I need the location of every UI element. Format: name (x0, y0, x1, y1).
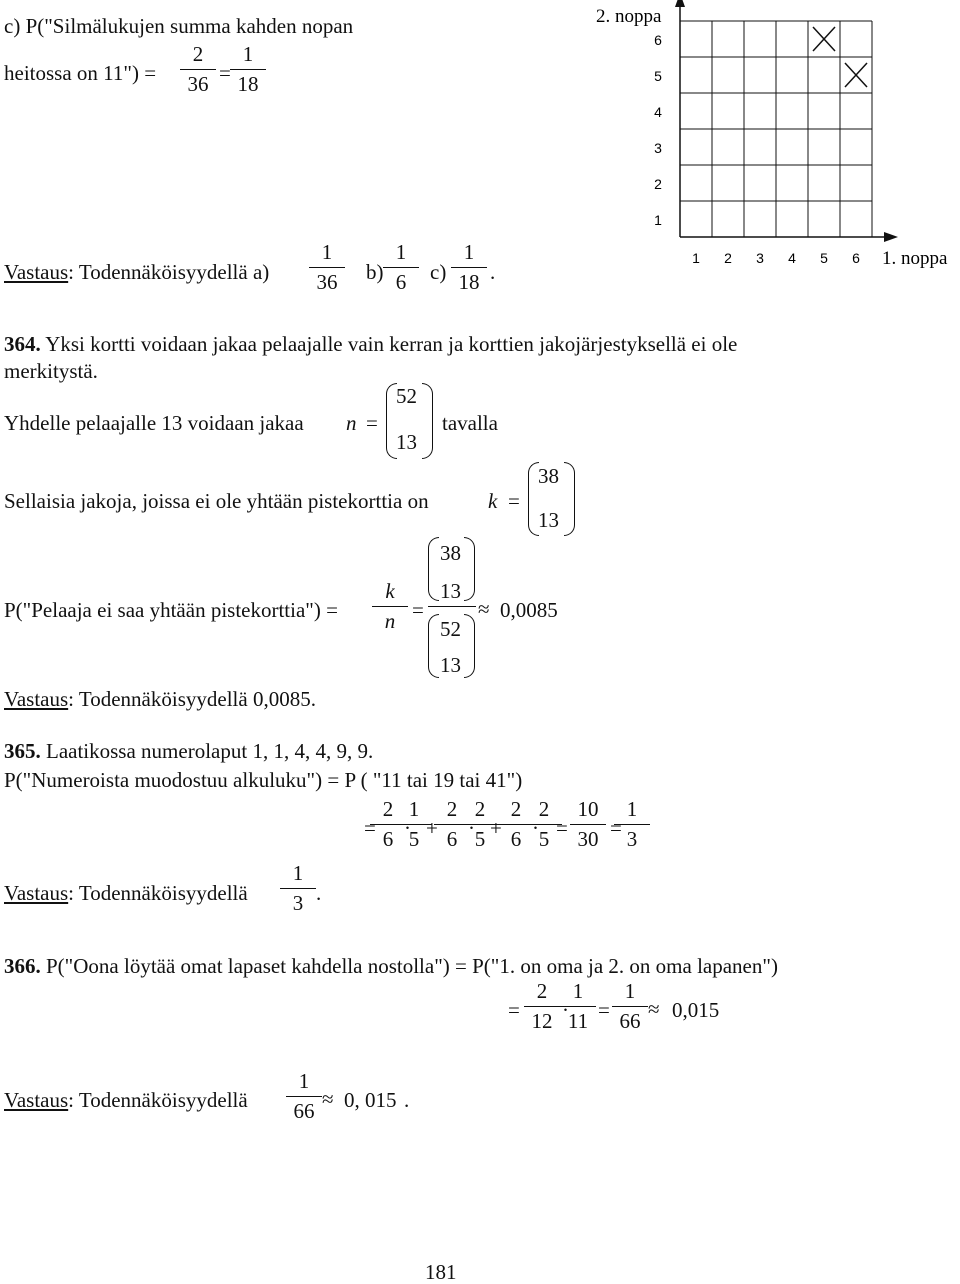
binomial-top: 38 (440, 541, 461, 565)
k-variable: k (488, 489, 498, 513)
x-tick-label: 3 (756, 250, 764, 266)
answer-364: Vastaus: Todennäköisyydellä 0,0085. (4, 687, 316, 711)
fraction: 2 6 (432, 799, 472, 850)
fraction: 1 66 (610, 981, 650, 1032)
binomial-bottom: 13 (538, 508, 559, 532)
y-tick-label: 2 (654, 176, 662, 192)
equals-sign: = (598, 998, 610, 1022)
period: . (490, 260, 496, 284)
multiply-dot: · (468, 816, 475, 840)
equals-sign: = (366, 411, 378, 435)
binomial-right-paren (564, 462, 575, 536)
plus-sign: + (490, 816, 502, 840)
fraction: 2 5 (524, 799, 564, 850)
equals-sign: = (364, 816, 376, 840)
n-variable: n (346, 411, 357, 435)
x-tick-label: 1 (692, 250, 700, 266)
problem-365-line2: P("Numeroista muodostuu alkuluku") = P ( "11 tai 19 tai 41") (4, 768, 523, 792)
fraction: 10 30 (568, 799, 608, 850)
binomial-left-paren (428, 537, 439, 601)
fraction-a: 1 36 (307, 242, 347, 293)
problem-365-line1: 365. Laatikossa numerolaput 1, 1, 4, 4, 9, 9. (4, 739, 374, 763)
y-tick-label: 5 (654, 68, 662, 84)
part-c-line2: heitossa on 11") = (4, 61, 157, 85)
fraction: 2 36 (178, 44, 218, 95)
fraction: 1 3 (612, 799, 652, 850)
equals-sign: = (219, 61, 231, 85)
label-b: b) (366, 260, 384, 284)
answer-366: Vastaus: Todennäköisyydellä (4, 1088, 248, 1112)
answer-365: Vastaus: Todennäköisyydellä (4, 881, 248, 905)
multiply-dot: · (562, 998, 569, 1022)
result-value: 0,015 (672, 998, 720, 1022)
fraction: 2 5 (460, 799, 500, 850)
answer-363: Vastaus: Todennäköisyydellä a) (4, 260, 270, 284)
multiply-dot: · (532, 816, 539, 840)
x-axis-arrow (884, 232, 898, 242)
plus-sign: + (426, 816, 438, 840)
fraction: 1 18 (228, 44, 268, 95)
k-line-text: Sellaisia jakoja, joissa ei ole yhtään pistekorttia on (4, 489, 429, 513)
binomial-top: 52 (396, 384, 417, 408)
equals-sign: = (610, 816, 622, 840)
binomial-right-paren (464, 614, 475, 678)
binomial-right-paren (464, 537, 475, 601)
y-axis-arrow (675, 0, 685, 7)
n-line-text: Yhdelle pelaajalle 13 voidaan jakaa (4, 411, 304, 435)
period: . (316, 881, 322, 905)
fraction: 1 11 (558, 981, 598, 1032)
answer-value: 0, 015 (344, 1088, 397, 1112)
fraction: 1 5 (394, 799, 434, 850)
x-tick-label: 2 (724, 250, 732, 266)
binomial-bottom: 13 (440, 579, 461, 603)
approx-sign: ≈ (648, 997, 660, 1021)
x-tick-label: 6 (852, 250, 860, 266)
period: . (404, 1088, 410, 1112)
fraction: 2 6 (496, 799, 536, 850)
binomial-right-paren (422, 383, 433, 459)
page-number: 181 (425, 1260, 457, 1284)
binomial-left-paren (428, 614, 439, 678)
y-axis-label: 2. noppa (596, 6, 662, 27)
x-tick-label: 4 (788, 250, 796, 266)
equals-sign: = (508, 489, 520, 513)
equals-sign: = (508, 998, 520, 1022)
problem-364-line1: 364. Yksi kortti voidaan jakaa pelaajalle vain kerran ja korttien jakojärjestyksellä ei ole (4, 332, 738, 356)
approx-sign: ≈ (322, 1087, 334, 1111)
fraction: 1 3 (278, 863, 318, 914)
approx-sign: ≈ (478, 597, 490, 621)
x-tick-label: 5 (820, 250, 828, 266)
y-tick-label: 1 (654, 212, 662, 228)
result-value: 0,0085 (500, 598, 558, 622)
binomial-top: 52 (440, 617, 461, 641)
fraction-k-over-n: k n (370, 581, 410, 632)
n-after-text: tavalla (442, 411, 498, 435)
fraction: 2 6 (368, 799, 408, 850)
binomial-bottom: 13 (440, 653, 461, 677)
fraction-bar (428, 606, 476, 607)
dice-outcome-chart (560, 0, 960, 280)
fraction: 2 12 (522, 981, 562, 1032)
y-tick-label: 6 (654, 32, 662, 48)
problem-364-line2: merkitystä. (4, 359, 98, 383)
x-axis-label: 1. noppa (882, 248, 948, 269)
fraction-c: 1 18 (449, 242, 489, 293)
equals-sign: = (556, 816, 568, 840)
equals-sign: = (412, 598, 424, 622)
probability-text: P("Pelaaja ei saa yhtään pistekorttia") = (4, 598, 338, 622)
problem-366-line1: 366. P("Oona löytää omat lapaset kahdella nostolla") = P("1. on oma ja 2. on oma lapanen") (4, 954, 778, 978)
y-tick-label: 4 (654, 104, 662, 120)
fraction-b: 1 6 (381, 242, 421, 293)
part-c-line1: c) P("Silmälukujen summa kahden nopan (4, 14, 354, 38)
label-c: c) (430, 260, 447, 284)
binomial-bottom: 13 (396, 430, 417, 454)
y-tick-label: 3 (654, 140, 662, 156)
binomial-top: 38 (538, 464, 559, 488)
multiply-dot: · (404, 816, 411, 840)
fraction: 1 66 (284, 1071, 324, 1122)
